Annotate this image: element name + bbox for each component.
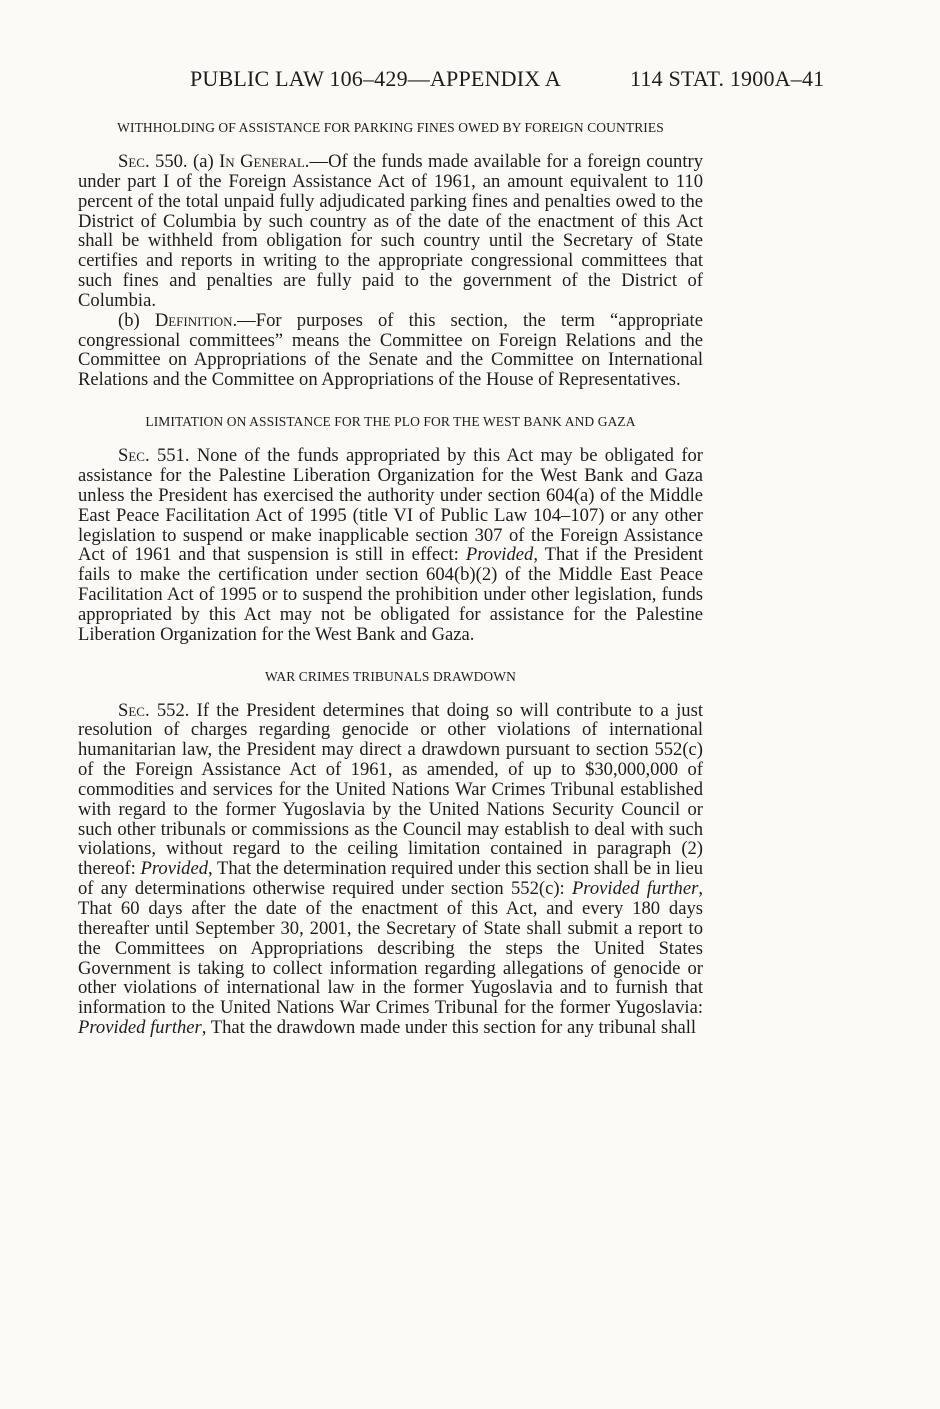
header-stat-citation: 114 STAT. 1900A–41 (630, 66, 825, 91)
section-551-proviso: Provided (465, 544, 534, 566)
subsection-b-text: —For purposes of this section, the term “appropriate congressional committees” means the Committee on Foreign Relations and the Committee on Appropriations of the Senate and the Committee on International Relations and the Committee on Appropriations of the House of Representatives. (78, 309, 703, 391)
section-551-label: Sec. 551. (118, 445, 190, 467)
section-552-label: Sec. 552. (118, 699, 190, 721)
header-title: PUBLIC LAW 106–429—APPENDIX A (190, 66, 561, 91)
subsection-b-heading: Definition. (154, 309, 238, 331)
section-550-label: Sec. 550. (118, 151, 188, 172)
section-550-paragraph-b (78, 311, 703, 390)
section-552-text-2: , That the determination required under this section shall be in lieu of any determinations otherwise required under section 552(c): (78, 858, 703, 900)
section-551-text-2: , That if the President fails to make the certification under section 604(b)(2) of the Middle East Peace Facilitation Act of 1995 or to suspend the prohibition under other legislation, funds appropriated by this Act may not be obligated for assistance for the Palestine Liberation Organization for the West Bank and Gaza. (78, 544, 703, 645)
section-552-proviso-1: Provided (140, 858, 208, 880)
section-551-paragraph (78, 446, 703, 644)
body-text (78, 118, 703, 1038)
section-552-text-3: , That 60 days after the date of the enactment of this Act, and every 180 days thereafter until September 30, 2001, the Secretary of State shall submit a report to the Committees on Appropriations describing the steps the United States Government is taking to collect information regarding allegations of genocide or other violations of international law in the former Yugoslavia and to furnish that information to the United Nations War Crimes Tribunal for the former Yugoslavia: (78, 878, 703, 1019)
section-550-caption: WITHHOLDING OF ASSISTANCE FOR PARKING FINES OWED BY FOREIGN COUNTRIES (117, 120, 664, 135)
section-550-paragraph-a (78, 152, 703, 311)
section-552-paragraph (78, 701, 703, 1038)
subsection-b-marker: (b) (118, 309, 155, 331)
section-552-text-4: , That the drawdown made under this section for any tribunal shall (201, 1017, 697, 1039)
section-552-proviso-2: Provided further (571, 878, 699, 900)
subsection-a-marker: (a) (187, 151, 220, 172)
section-552-proviso-3: Provided further (78, 1017, 202, 1039)
subsection-a-text: —Of the funds made available for a foreign country under part I of the Foreign Assistance Act of 1961, an amount equivalent to 110 percent of the total unpaid fully adjudicated parking fines and penalties owed to the District of Columbia by such country as of the date of the enactment of this Act shall be withheld from obligation for such country until the Secretary of State certifies and reports in writing to the appropriate congressional committees that such fines and penalties are fully paid to the government of the District of Columbia. (78, 151, 703, 311)
section-552-text-1: If the President determines that doing so will contribute to a just resolution of charges regarding genocide or other violations of international humanitarian law, the President may direct a drawdown pursuant to section 552(c) of the Foreign Assistance Act of 1961, as amended, of up to $30,000,000 of commodities and services for the United Nations War Crimes Tribunal established with regard to the former Yugoslavia by the United Nations Security Council or such other tribunals or commissions as the Council may establish to deal with such violations, without regard to the ceiling limitation contained in paragraph (2) thereof: (78, 699, 704, 880)
section-551-text-1: None of the funds appropriated by this Act may be obligated for assistance for the Palestine Liberation Organization for the West Bank and Gaza unless the President has exercised the authority under section 604(a) of the Middle East Peace Facilitation Act of 1995 (title VI of Public Law 104–107) or any other legislation to suspend or make inapplicable section 307 of the Foreign Assistance Act of 1961 and that suspension is still in effect: (78, 445, 703, 566)
section-551-caption: LIMITATION ON ASSISTANCE FOR THE PLO FOR THE WEST BANK AND GAZA (145, 414, 636, 430)
section-552-caption: WAR CRIMES TRIBUNALS DRAWDOWN (265, 668, 516, 684)
subsection-a-heading: In General. (219, 151, 310, 172)
